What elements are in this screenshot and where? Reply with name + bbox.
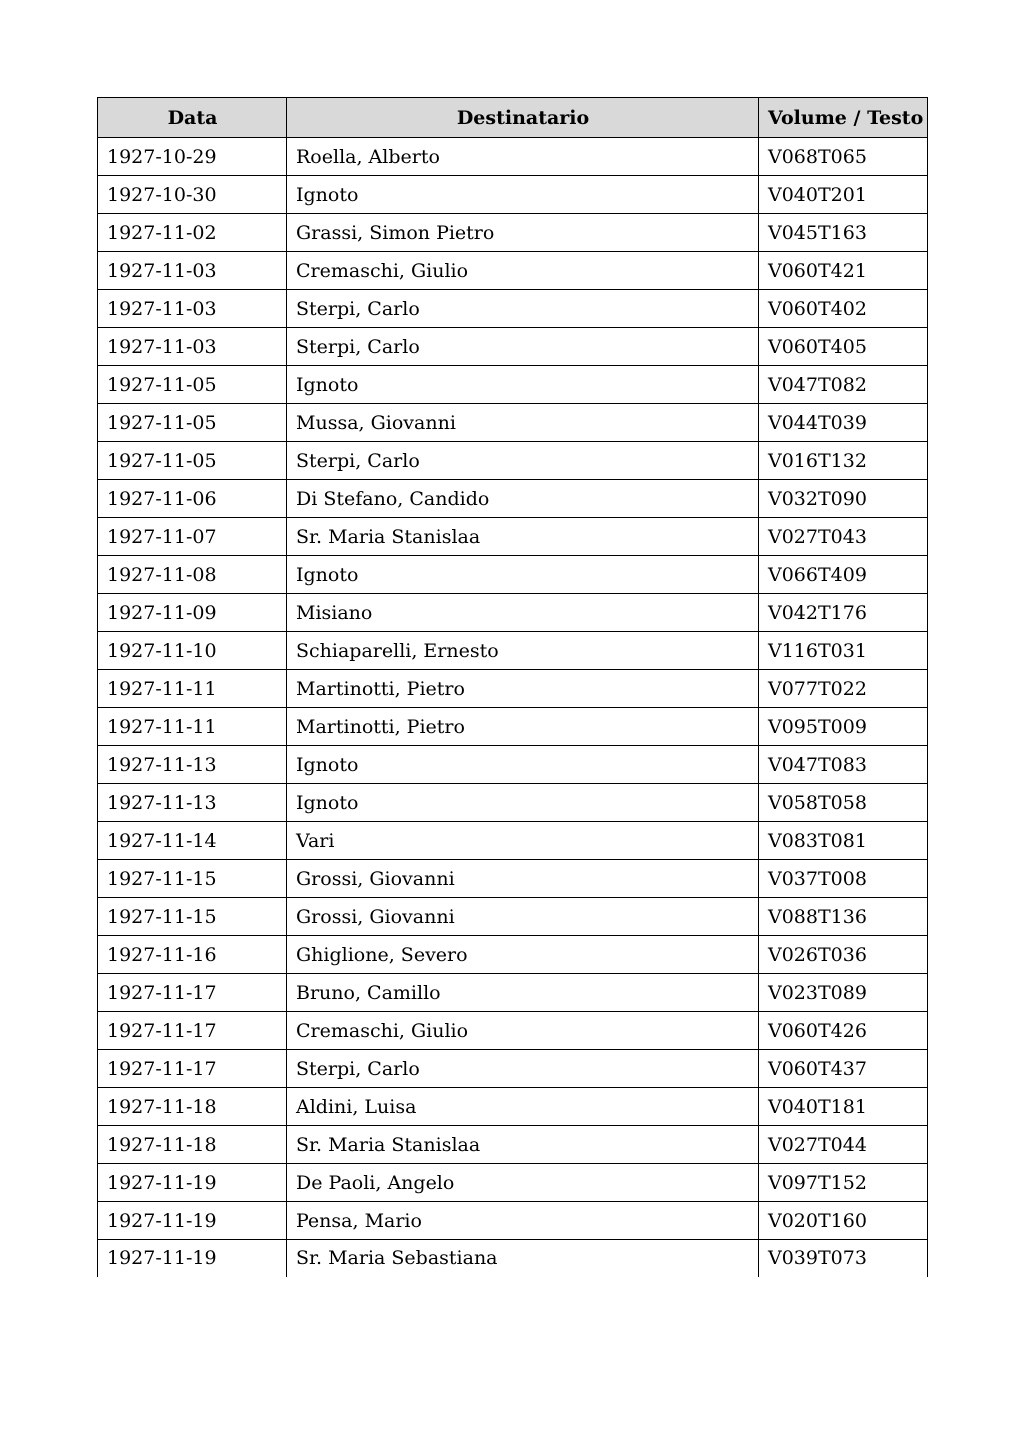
table-row <box>98 746 928 784</box>
cell-date: 1927-11-14 <box>98 822 287 860</box>
cell-volume-text: V026T036 <box>759 936 928 974</box>
table-row <box>98 936 928 974</box>
table-row <box>98 670 928 708</box>
cell-volume-text: V027T044 <box>759 1126 928 1164</box>
table-row <box>98 252 928 290</box>
cell-recipient: Sterpi, Carlo <box>287 328 759 366</box>
cell-volume-text: V042T176 <box>759 594 928 632</box>
cell-date: 1927-11-10 <box>98 632 287 670</box>
table-row <box>98 1202 928 1240</box>
cell-recipient: Sr. Maria Stanislaa <box>287 518 759 556</box>
cell-date: 1927-11-11 <box>98 708 287 746</box>
cell-recipient: Schiaparelli, Ernesto <box>287 632 759 670</box>
table-row <box>98 214 928 252</box>
table-header <box>98 98 928 138</box>
table-row <box>98 974 928 1012</box>
cell-recipient: Sterpi, Carlo <box>287 290 759 328</box>
cell-date: 1927-11-17 <box>98 1012 287 1050</box>
cell-volume-text: V088T136 <box>759 898 928 936</box>
cell-date: 1927-11-13 <box>98 784 287 822</box>
cell-volume-text: V040T201 <box>759 176 928 214</box>
cell-volume-text: V016T132 <box>759 442 928 480</box>
cell-date: 1927-11-18 <box>98 1088 287 1126</box>
cell-date: 1927-11-06 <box>98 480 287 518</box>
cell-recipient: Aldini, Luisa <box>287 1088 759 1126</box>
cell-date: 1927-11-17 <box>98 1050 287 1088</box>
cell-volume-text: V020T160 <box>759 1202 928 1240</box>
table-row <box>98 366 928 404</box>
cell-date: 1927-11-02 <box>98 214 287 252</box>
table-row <box>98 138 928 176</box>
cell-recipient: Ignoto <box>287 746 759 784</box>
cell-date: 1927-11-09 <box>98 594 287 632</box>
cell-recipient: Grassi, Simon Pietro <box>287 214 759 252</box>
table-row <box>98 860 928 898</box>
table-row <box>98 290 928 328</box>
cell-recipient: Ignoto <box>287 784 759 822</box>
cell-date: 1927-11-16 <box>98 936 287 974</box>
cell-recipient: Pensa, Mario <box>287 1202 759 1240</box>
header-row <box>98 98 928 138</box>
cell-recipient: Sr. Maria Stanislaa <box>287 1126 759 1164</box>
cell-volume-text: V027T043 <box>759 518 928 556</box>
table-row <box>98 1240 928 1277</box>
table-row <box>98 822 928 860</box>
cell-volume-text: V044T039 <box>759 404 928 442</box>
header-volume-testo: Volume / Testo <box>759 98 928 138</box>
letters-table <box>97 97 928 1277</box>
cell-date: 1927-11-05 <box>98 404 287 442</box>
table-row <box>98 1088 928 1126</box>
cell-date: 1927-11-19 <box>98 1202 287 1240</box>
cell-recipient: Roella, Alberto <box>287 138 759 176</box>
cell-date: 1927-11-03 <box>98 290 287 328</box>
cell-recipient: Di Stefano, Candido <box>287 480 759 518</box>
header-destinatario: Destinatario <box>287 98 759 138</box>
cell-volume-text: V047T083 <box>759 746 928 784</box>
table-row <box>98 518 928 556</box>
cell-volume-text: V095T009 <box>759 708 928 746</box>
cell-date: 1927-10-29 <box>98 138 287 176</box>
cell-date: 1927-11-15 <box>98 898 287 936</box>
table-row <box>98 1164 928 1202</box>
cell-date: 1927-11-03 <box>98 328 287 366</box>
cell-recipient: Ignoto <box>287 556 759 594</box>
table-row <box>98 784 928 822</box>
cell-volume-text: V045T163 <box>759 214 928 252</box>
cell-volume-text: V077T022 <box>759 670 928 708</box>
cell-volume-text: V060T405 <box>759 328 928 366</box>
cell-recipient: Ghiglione, Severo <box>287 936 759 974</box>
cell-volume-text: V040T181 <box>759 1088 928 1126</box>
cell-date: 1927-10-30 <box>98 176 287 214</box>
cell-date: 1927-11-19 <box>98 1164 287 1202</box>
cell-volume-text: V066T409 <box>759 556 928 594</box>
cell-date: 1927-11-17 <box>98 974 287 1012</box>
cell-date: 1927-11-19 <box>98 1240 287 1277</box>
cell-volume-text: V023T089 <box>759 974 928 1012</box>
cell-recipient: Bruno, Camillo <box>287 974 759 1012</box>
table-row <box>98 1050 928 1088</box>
cell-recipient: Vari <box>287 822 759 860</box>
table-body <box>98 138 928 1277</box>
cell-recipient: Ignoto <box>287 176 759 214</box>
table-row <box>98 328 928 366</box>
cell-date: 1927-11-03 <box>98 252 287 290</box>
cell-recipient: Misiano <box>287 594 759 632</box>
cell-date: 1927-11-05 <box>98 442 287 480</box>
cell-volume-text: V039T073 <box>759 1240 928 1277</box>
table-row <box>98 176 928 214</box>
cell-volume-text: V037T008 <box>759 860 928 898</box>
cell-recipient: Sterpi, Carlo <box>287 442 759 480</box>
cell-recipient: Sterpi, Carlo <box>287 1050 759 1088</box>
table-row <box>98 898 928 936</box>
table-row <box>98 594 928 632</box>
cell-volume-text: V047T082 <box>759 366 928 404</box>
cell-date: 1927-11-05 <box>98 366 287 404</box>
cell-date: 1927-11-11 <box>98 670 287 708</box>
table-row <box>98 1126 928 1164</box>
cell-recipient: Cremaschi, Giulio <box>287 1012 759 1050</box>
cell-volume-text: V058T058 <box>759 784 928 822</box>
cell-date: 1927-11-18 <box>98 1126 287 1164</box>
cell-date: 1927-11-08 <box>98 556 287 594</box>
cell-volume-text: V060T437 <box>759 1050 928 1088</box>
cell-volume-text: V032T090 <box>759 480 928 518</box>
cell-volume-text: V060T421 <box>759 252 928 290</box>
cell-volume-text: V068T065 <box>759 138 928 176</box>
cell-volume-text: V060T426 <box>759 1012 928 1050</box>
table-row <box>98 632 928 670</box>
cell-recipient: Sr. Maria Sebastiana <box>287 1240 759 1277</box>
cell-recipient: Cremaschi, Giulio <box>287 252 759 290</box>
cell-volume-text: V060T402 <box>759 290 928 328</box>
table-row <box>98 442 928 480</box>
cell-volume-text: V083T081 <box>759 822 928 860</box>
cell-volume-text: V097T152 <box>759 1164 928 1202</box>
cell-recipient: Grossi, Giovanni <box>287 860 759 898</box>
cell-recipient: Ignoto <box>287 366 759 404</box>
cell-recipient: Martinotti, Pietro <box>287 708 759 746</box>
cell-date: 1927-11-07 <box>98 518 287 556</box>
cell-date: 1927-11-13 <box>98 746 287 784</box>
table-row <box>98 480 928 518</box>
cell-date: 1927-11-15 <box>98 860 287 898</box>
table-row <box>98 404 928 442</box>
table-row <box>98 1012 928 1050</box>
table-row <box>98 556 928 594</box>
header-data: Data <box>98 98 287 138</box>
cell-recipient: De Paoli, Angelo <box>287 1164 759 1202</box>
table-row <box>98 708 928 746</box>
cell-volume-text: V116T031 <box>759 632 928 670</box>
cell-recipient: Martinotti, Pietro <box>287 670 759 708</box>
cell-recipient: Mussa, Giovanni <box>287 404 759 442</box>
cell-recipient: Grossi, Giovanni <box>287 898 759 936</box>
